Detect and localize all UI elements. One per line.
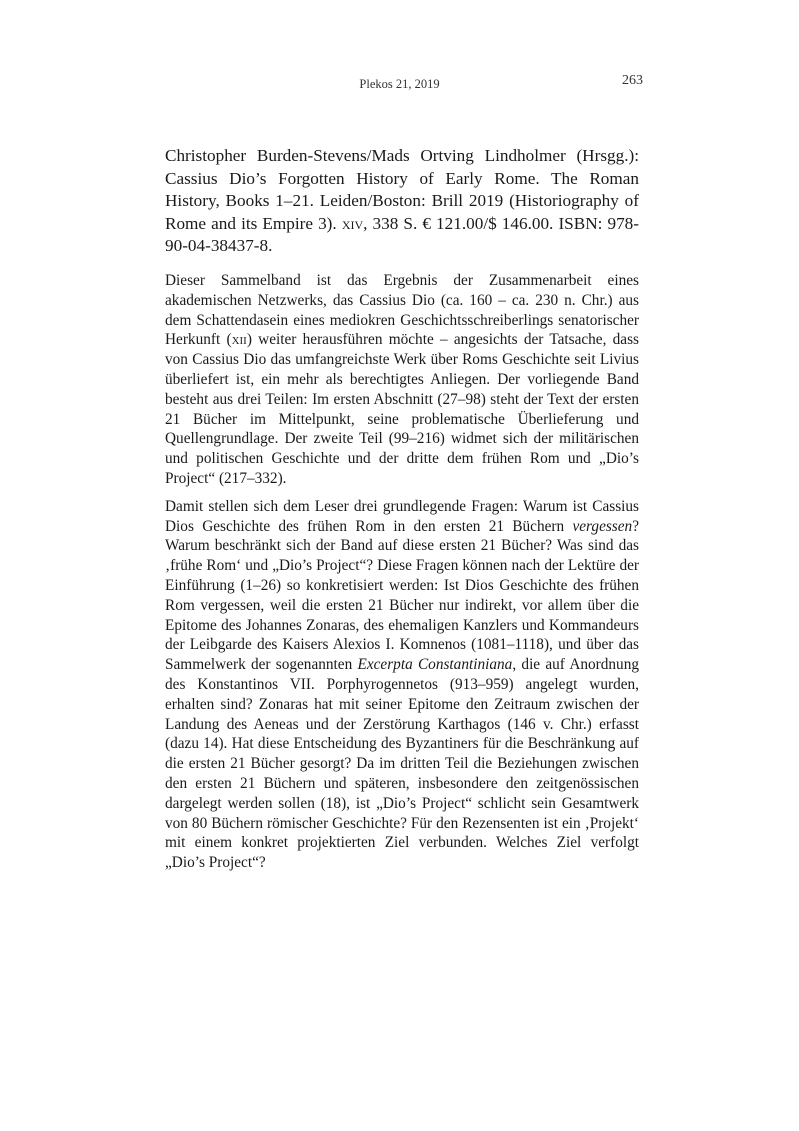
book-citation (165, 145, 639, 258)
paragraph-1-text-1: Dieser Sammelband ist das Ergebnis der Zusammenarbeit eines akademischen Netzwerks, das Cassius Dio (ca. 160 – ca. 230 n. Chr.) aus dem Schattendasein eines mediokren Geschichtsschreiberlings senatorischer Herkunft ( (165, 272, 639, 349)
review-body (165, 271, 639, 881)
paragraph-1-roman: xii (231, 331, 247, 349)
paragraph-2-text-3: , die auf Anordnung des Konstantinos VII. Porphyrogennetos (913–959) angelegt wurden, erhalten sind? Zonaras hat mit seiner Epitome den Zeitraum zwischen der Landung des Aeneas und der Zerstörung Karthagos (146 v. Chr.) erfasst (dazu 14). Hat diese Entscheidung des Byzantiners für die Beschränkung auf die ersten 21 Bücher gesorgt? Da im dritten Teil die Beziehungen zwischen den ersten 21 Büchern und späteren, insbesondere den zeitgenössischen dargelegt werden sollen (18), ist „Dio’s Project“ schlicht sein Gesamtwerk von 80 Büchern römischer Geschichte? Für den Rezensenten ist ein ‚Projekt‘ mit einem konkret projektierten Ziel verbunden. Welches Ziel verfolgt „Dio’s Project“? (165, 656, 639, 872)
paragraph-2-text-2: ? Warum beschränkt sich der Band auf diese ersten 21 Bücher? Was sind das ‚frühe Rom‘ und „Dio’s Project“? Diese Fragen können nach der Lektüre der Einführung (1–26) so konkretisiert werden: Ist Dios Geschichte des frühen Rom vergessen, weil die ersten 21 Bücher nur indirekt, vor allem über die Epitome des Johannes Zonaras, des ehemaligen Kanzlers und Kommandeurs der Leibgarde des Kaisers Alexios I. Komnenos (1081–1118), und über das Sammelwerk der sogenannten (165, 517, 639, 674)
citation-roman-pages: xiv (341, 213, 364, 233)
paragraph-2-text-1: Damit stellen sich dem Leser drei grundlegende Fragen: Warum ist Cassius Dios Geschichte des frühen Rom in den ersten 21 Büchern (165, 497, 639, 535)
paragraph-2 (165, 497, 639, 873)
journal-title: Plekos 21, 2019 (359, 77, 440, 91)
paragraph-1 (165, 271, 639, 489)
paragraph-1-text-2: ) weiter herausführen möchte – angesichts der Tatsache, dass von Cassius Dio das umfangreichste Werk über Roms Geschichte seit Livius überliefert ist, ein mehr als berechtigtes Anliegen. Der vorliegende Band besteht aus drei Teilen: Im ersten Abschnitt (27–98) steht der Text der ersten 21 Bücher im Mittelpunkt, seine problematische Überlieferung und Quellengrundlage. Der zweite Teil (99–216) widmet sich der militärischen und politischen Geschichte und der dritte dem frühen Rom und „Dio’s Project“ (217–332). (165, 331, 640, 487)
citation-text-1: Christopher Burden-Stevens/Mads Ortving Lindholmer (Hrsgg.): Cassius Dio’s Forgotten History of Early Rome. The Roman History, Books 1–21. Leiden/Boston: Brill 2019 (Historiography of Rome and its Empire 3). (165, 146, 639, 233)
running-head (0, 73, 799, 93)
page-number: 263 (622, 73, 643, 88)
paragraph-2-italic-1: vergessen (572, 517, 633, 535)
citation-text-2: , 338 S. € 121.00/$ 146.00. ISBN: 978-90-04-38437-8. (165, 213, 639, 256)
paragraph-2-italic-2: Excerpta Constantiniana (357, 656, 513, 674)
